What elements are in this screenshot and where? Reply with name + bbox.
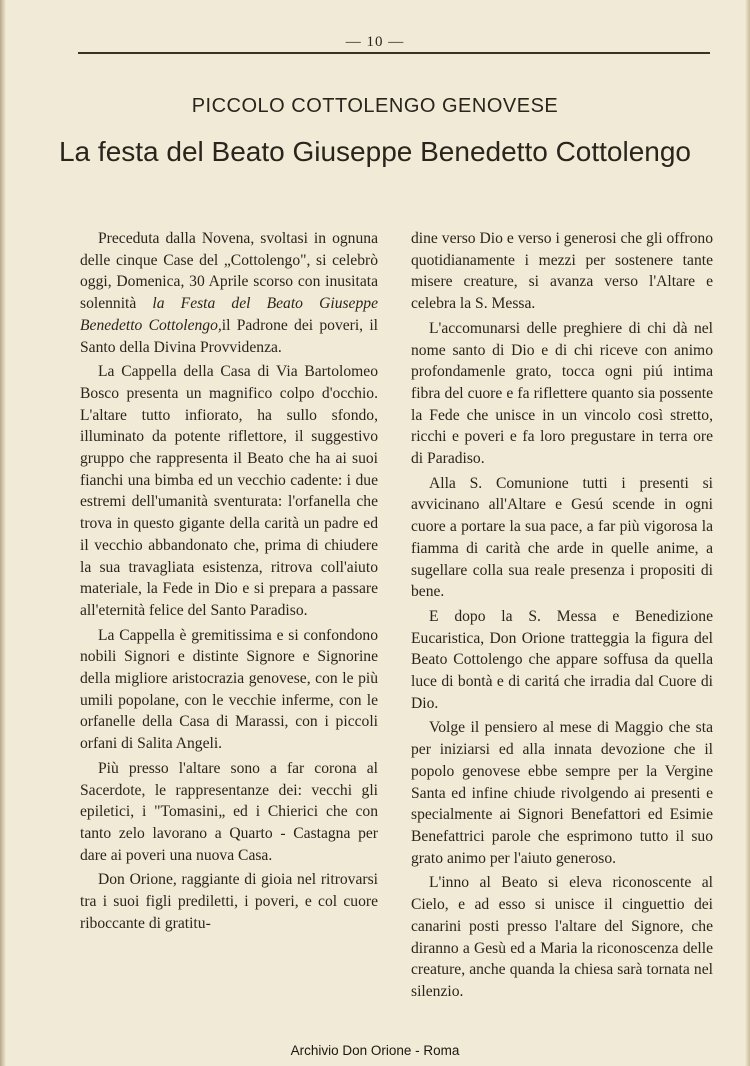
left-column bbox=[80, 228, 378, 935]
archive-footer: Archivio Don Orione - Roma bbox=[290, 1043, 460, 1058]
paragraph: L'inno al Beato si eleva riconoscente al Cielo, e ad esso si unisce il cinguettio dei canarini posti presso l'altare del Signore, che diranno a Gesù ed a Maria la riconoscenza delle creature, anche quanda la chiesa sarà tornata nel silenzio. bbox=[411, 874, 713, 1000]
page-number: — 10 — bbox=[345, 34, 405, 50]
italic-text: la Festa del Beato Giuseppe Benedetto Cottolengo, bbox=[80, 295, 378, 334]
header-rule bbox=[78, 52, 710, 54]
paragraph-text: il Padrone dei poveri, il Santo della Divina Provvidenza. bbox=[80, 316, 378, 356]
paragraph: La Cappella è gremitissima e si confondono nobili Signori e distinte Signore e Signorine della migliore aristocrazia genovese, con le più umili popolane, con le vecchie inferme, con le orfanelle della Casa di Marassi, con i piccoli orfani di Salita Angeli. bbox=[80, 626, 378, 753]
paragraph: Più presso l'altare sono a far corona al Sacerdote, le rappresentanze dei: vecchi gli epiletici, i "Tomasini„ ed i Chierici che con tanto zelo lavorano a Quarto - Castagna per dare ai poveri una nuova Casa. bbox=[80, 759, 378, 864]
paragraph-text: Preceduta dalla Novena, svoltasi in ognuna delle cinque Case del „Cottolengo", si celebrò oggi, Domenica, 30 Aprile scorso con inusitata solennità bbox=[80, 230, 378, 313]
article-title: La festa del Beato Giuseppe Benedetto Cottolengo bbox=[58, 136, 692, 167]
paragraph: L'accomunarsi delle preghiere di chi dà nel nome santo di Dio e di chi riceve con animo profondamenle grato, tocca ogni piú intima fibra del cuore e fa riflettere quanto sia possente la Fede che unisce in un vincolo così stretto, ricchi e poveri e fa loro pregustare in terra ore di Paradiso. bbox=[411, 319, 713, 468]
section-title: PICCOLO COTTOLENGO GENOVESE bbox=[191, 95, 559, 117]
paragraph: dine verso Dio e verso i generosi che gli offrono quotidianamente i mezzi per sostenere tante misere creature, si avanza verso l'Altare e celebra la S. Messa. bbox=[411, 230, 713, 313]
paragraph: E dopo la S. Messa e Benedizione Eucaristica, Don Orione tratteggia la figura del Beato Cottolengo che appare soffusa da quella luce di bontà e di caritá che irradia dal Cuore di Dio. bbox=[411, 607, 713, 712]
paragraph: Volge il pensiero al mese di Maggio che sta per iniziarsi ed alla innata devozione che il popolo genovese ebbe sempre per la Vergine Santa ed infine chiude rivolgendo ai presenti e specialmente ai Signori Benefattori ed Esimie Benefattrici parole che esprimono tutto il suo grato animo per l'aiuto generoso. bbox=[411, 719, 713, 867]
paragraph bbox=[80, 228, 378, 358]
paragraph: Don Orione, raggiante di gioia nel ritrovarsi tra i suoi figli prediletti, i poveri, e col cuore riboccante di gratitu- bbox=[80, 871, 378, 932]
right-column bbox=[411, 228, 713, 1003]
paragraph: Alla S. Comunione tutti i presenti si avvicinano all'Altare e Gesú scende in ogni cuore a portare la sua pace, a far più vigorosa la fiamma di carità che arde in quelle anime, a sugellare colla sua reale presenza i propositi di bene. bbox=[411, 474, 713, 601]
paragraph: La Cappella della Casa di Via Bartolomeo Bosco presenta un magnifico colpo d'occhio. L'altare tutto infiorato, ha sullo sfondo, illuminato da potente riflettore, il suggestivo gruppo che rappresenta il Beato che ha ai suoi fianchi una bimba ed un vecchio cadente: i due estremi dell'umanità sventurata: l'orfanella che trova in questo gigante della carità un padre ed il vecchio abbandonato che, prima di chiudere la sua travagliata esistenza, ritrova coll'aiuto materiale, la Fede in Dio e si prepara a passare all'eternità felice del Santo Paradiso. bbox=[80, 363, 378, 619]
